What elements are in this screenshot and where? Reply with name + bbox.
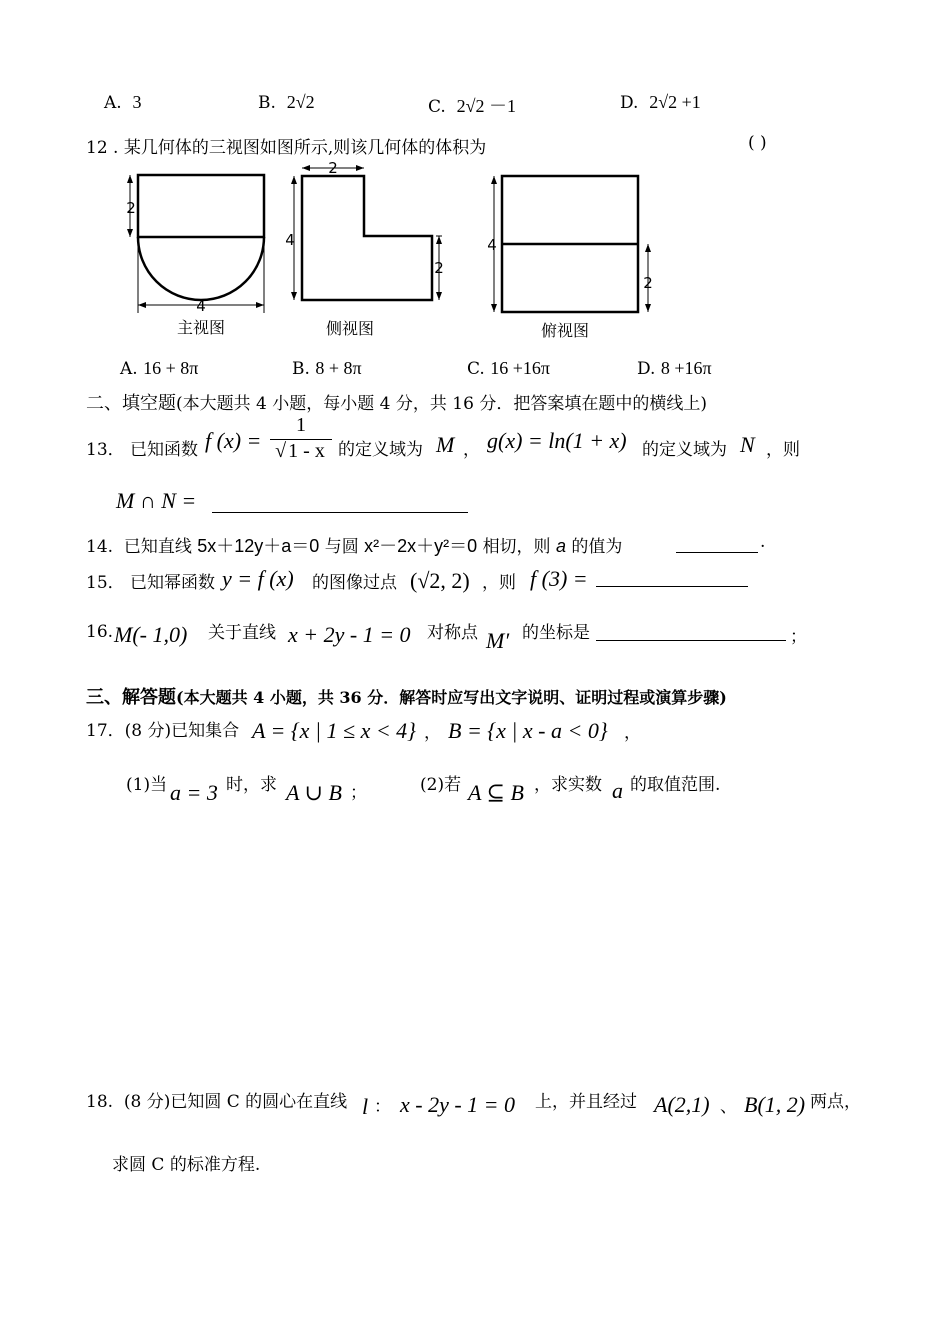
front-dim-width: 4 (196, 297, 206, 315)
q14-line: 14. 已知直线 5x＋12y＋a＝0 与圆 x²－2x＋y²＝0 相切，则 a 的值为 (86, 536, 623, 557)
q16-sym: M′ (486, 628, 510, 653)
side-dim-step: 2 (434, 259, 444, 277)
q12-option-b: B. 8 + 8π (292, 358, 362, 379)
q11-option-c: C. 2√2 －1 (428, 96, 517, 117)
q17-part2-mid: ，求实数 (534, 775, 602, 795)
q18-stem: 18. (8 分)已知圆 C 的圆心在直线 (86, 1092, 348, 1112)
q18-line: x - 2y - 1 = 0 (400, 1092, 516, 1117)
q18-colon: ： (374, 1097, 391, 1117)
q12-option-a: A. 16 + 8π (120, 358, 199, 379)
q12-option-c: C. 16 +16π (467, 358, 550, 379)
q17-part1-mid: 时，求 (226, 775, 277, 795)
section2-heading: 二、填空题(本大题共 4 小题，每小题 4 分，共 16 分．把答案填在题中的横线上) (86, 393, 707, 414)
q16-post: 的坐标是 (522, 623, 590, 643)
q13-answer-lhs: M ∩ N = (116, 488, 197, 513)
q17-end: ， (624, 723, 641, 743)
q15-ask: f (3) = (530, 566, 588, 591)
section3-heading: 三、解答题(本大题共 4 小题，共 36 分．解答时应写出文字说明、证明过程或演算步骤) (86, 687, 727, 708)
q17-part2-end: 的取值范围. (630, 775, 721, 795)
top-dim-half: 2 (643, 274, 653, 292)
q13-post: ，则 (766, 440, 800, 460)
q13-f-lhs: f (x) = (205, 428, 262, 453)
q18-line2: 求圆 C 的标准方程. (112, 1155, 261, 1175)
q13-g-expr: g(x) = ln(1 + x) (487, 428, 627, 453)
q13-set-n: N (740, 432, 755, 457)
side-view-figure (282, 158, 457, 343)
top-view-figure (480, 168, 660, 348)
side-dim-height: 4 (285, 231, 295, 249)
top-dim-height: 4 (487, 236, 497, 254)
q17-part1-ask: A ∪ B (286, 780, 342, 805)
q11-option-a: A. 3 (104, 92, 142, 113)
q17-stem: 17．(8 分)已知集合 (86, 721, 240, 741)
q12-option-d: D. 8 +16π (637, 358, 712, 379)
q11-option-d: D. 2√2 +1 (620, 92, 701, 113)
q17-part2-cond: A ⊆ B (468, 780, 524, 805)
q17-set-a: A = {x | 1 ≤ x < 4} (252, 718, 416, 743)
q13-mid2: 的定义域为 (642, 440, 727, 460)
q16-mid: 关于直线 (208, 623, 276, 643)
q12-answer-paren: ( ) (748, 133, 767, 153)
q18-sep: 、 (720, 1097, 737, 1117)
q12-stem: 12 . 某几何体的三视图如图所示,则该几何体的体积为 (86, 138, 487, 158)
q16-end: ； (790, 627, 807, 647)
q13-set-m: M (436, 432, 455, 457)
q15-func: y = f (x) (222, 566, 294, 591)
q13-answer-blank[interactable] (212, 494, 468, 513)
q16-number: 16. (86, 622, 114, 642)
q17-part2-var: a (612, 778, 623, 803)
q15-mid: 的图像过点 (312, 573, 397, 593)
q11-option-b: B. 2√2 (258, 92, 315, 113)
q13-number-text: 13． 已知函数 (86, 440, 199, 460)
q18-mid: 上，并且经过 (535, 1092, 637, 1112)
q16-mid2: 对称点 (427, 623, 478, 643)
front-caption: 主视图 (176, 318, 226, 337)
q15-number-text: 15． 已知幂函数 (86, 573, 216, 593)
q14-answer-blank[interactable] (676, 534, 758, 553)
q17-part2-label: (2)若 (420, 775, 462, 795)
q18-post: 两点， (810, 1092, 861, 1112)
q16-answer-blank[interactable] (596, 622, 786, 641)
q13-comma: ， (463, 440, 480, 460)
top-caption: 俯视图 (540, 321, 590, 340)
q17-set-b: B = {x | x - a < 0} (448, 718, 608, 743)
q17-part1-end: ； (350, 783, 367, 803)
q16-line: x + 2y - 1 = 0 (288, 622, 411, 647)
q13-fraction: 1 √ 1 - x (270, 414, 332, 463)
side-dim-top: 2 (328, 159, 338, 177)
side-caption: 侧视图 (325, 319, 375, 338)
q16-point: M(- 1,0) (114, 622, 188, 647)
front-view-figure (120, 165, 280, 345)
q17-part1-cond: a = 3 (170, 780, 218, 805)
q15-point: (√2, 2) (410, 568, 470, 593)
q14-period: . (760, 532, 766, 552)
q18-point-b: B(1, 2) (744, 1092, 806, 1117)
q13-mid1: 的定义域为 (338, 440, 423, 460)
q18-l: l (362, 1094, 369, 1119)
q15-answer-blank[interactable] (596, 568, 748, 587)
q17-sep: ， (424, 723, 441, 743)
q15-post: ，则 (482, 573, 516, 593)
front-dim-height: 2 (126, 199, 136, 217)
q18-point-a: A(2,1) (654, 1092, 710, 1117)
q17-part1-label: (1)当 (126, 775, 168, 795)
